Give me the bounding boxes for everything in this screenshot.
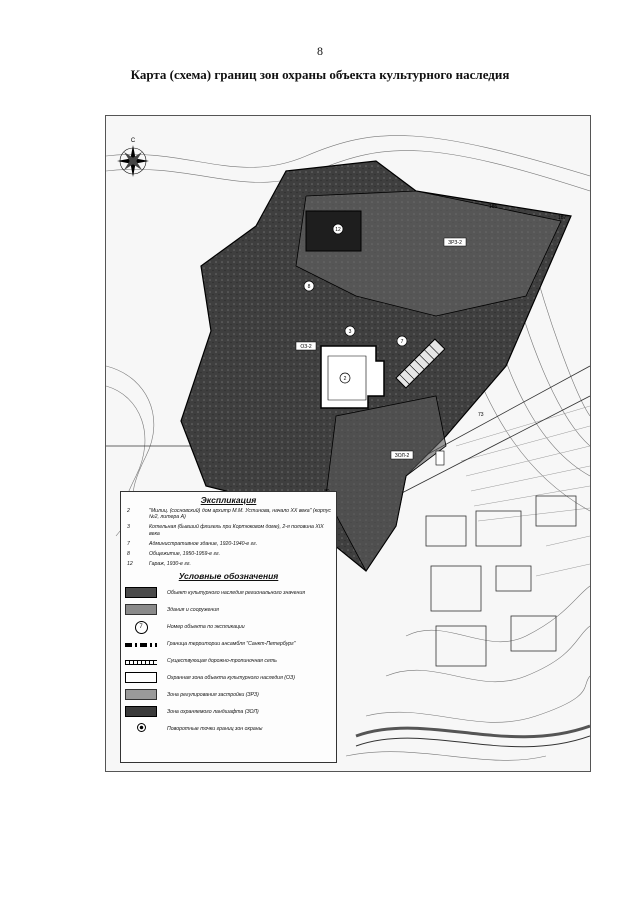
explication-item [125,541,332,547]
zol-swatch-icon [125,706,157,717]
legend-item-zrz [125,686,332,703]
explication-number: 7 [127,540,130,547]
page-title: Карта (схема) границ зон охраны объекта культурного наследия [130,67,510,82]
object-number-7: 7 [400,339,404,345]
legend-item-label: Номер объекта по экспликации [167,623,245,630]
legend-item-label: Охранная зона объекта культурного наследия (ОЗ) [167,674,295,681]
explication-text: Котельная (бывший флигель при Кортюковом доме), 2-я половина XIX века [149,524,324,537]
explication-text: Административное здание, 1920-1940-е гг. [149,540,258,547]
explication-heading: Экспликация [200,495,257,505]
legend-item-label: Зона охраняемого ландшафта (ЗОЛ) [167,708,259,715]
legend-item-number [125,618,332,635]
explication-item [125,561,332,567]
explication-text: "Милиц. (сосновский) дом архитр М.М. Устинова, начало XX века" (корпус №2, литера А) [149,508,331,521]
legend-item-heritage [125,584,332,601]
legend-item-label: Зона регулирования застройки (ЗРЗ) [167,691,259,698]
page-number: 8 [317,44,323,58]
explication-item [125,524,332,536]
zone-label-zrz2: ЗРЗ-2 [448,240,462,246]
path-network-icon [125,660,157,665]
legend-item-label: Здания и сооружения [167,606,219,613]
explication-number: 2 [127,508,130,514]
explication-text: Гараж, 1930-е гг. [149,561,191,568]
legend-item-label: Поворотные точки границ зон охраны [167,725,263,732]
compass-rose-icon [117,138,149,177]
explication-number: 3 [127,524,130,531]
object-number-8: 8 [307,284,311,290]
zone-label-oz2: ОЗ-2 [300,344,312,350]
numbered-circle-icon: 7 [135,621,148,634]
legend-item-label: Объект культурного наследия регионального значения [167,589,305,596]
compass-north-letter: С [130,138,136,144]
boundary-point-186: 186 [489,204,498,210]
explication-number: 8 [127,551,130,558]
explication-text: Общежитие, 1950-1959-е гг. [149,551,221,558]
boundary-point-73: 73 [478,412,484,418]
object-number-12: 12 [335,227,341,233]
legend-item-building [125,601,332,618]
boundary-point-icon [137,723,146,732]
explication-item [125,508,332,520]
zrz-swatch-icon [125,689,157,700]
legend-item-zol [125,703,332,720]
boundary-point-187: 187 [558,215,567,221]
heritage-swatch-icon [125,587,157,598]
object-number-3: 3 [348,329,352,335]
building-swatch-icon [125,604,157,615]
legend-item-boundary [125,635,332,652]
dash-dot-line-icon [125,643,157,647]
legend-item-oz [125,669,332,686]
symbols-heading: Условные обозначения [178,571,279,582]
object-number-2: 2 [343,376,347,382]
legend-item-label: Граница территории ансамбля "Санкт-Петербург" [167,640,296,647]
oz-swatch-icon [125,672,157,683]
zone-label-zol2: ЗОЛ-2 [394,453,410,459]
legend [120,491,337,763]
explication-number: 12 [127,561,133,568]
contour-lines-right [456,406,590,576]
legend-item-label: Существующая дорожно-тропиночная сеть [167,657,277,664]
explication-item [125,551,332,557]
legend-item-network [125,652,332,669]
legend-item-point [125,720,332,737]
